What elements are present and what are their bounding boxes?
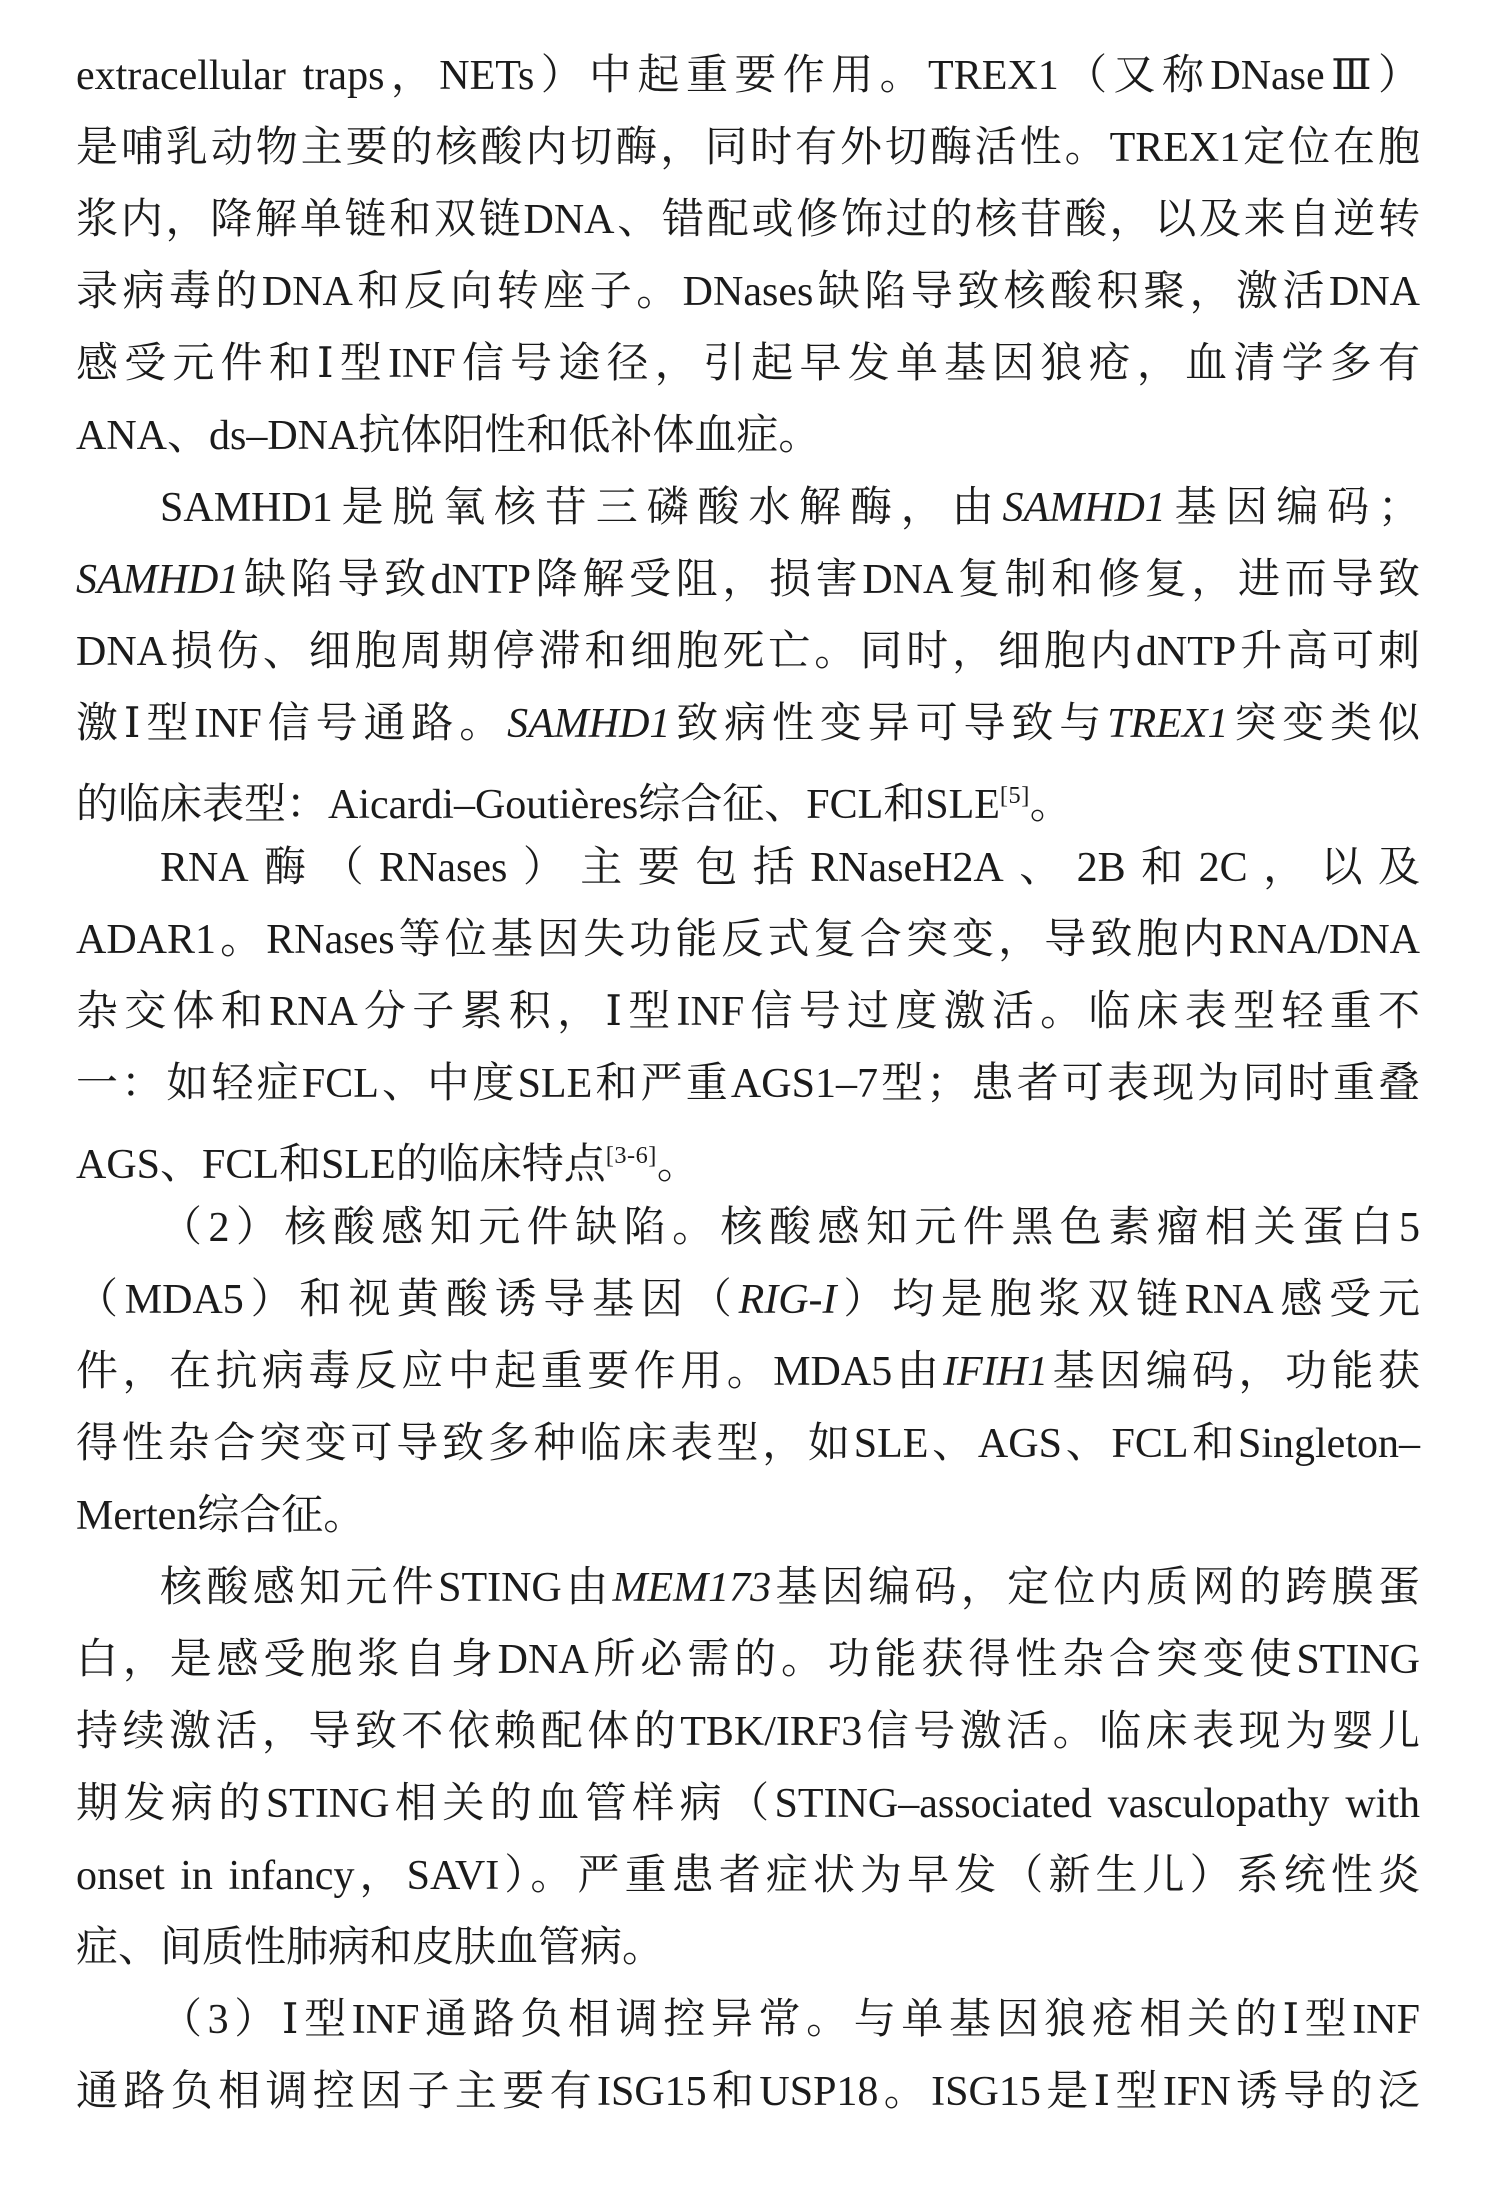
text-line-26 xyxy=(76,1840,1420,1912)
text-segment: ANA、ds–DNA抗体阳性和低补体血症。 xyxy=(76,413,821,459)
gene-name-italic: TREX1 xyxy=(1107,701,1229,747)
text-segment: 得性杂合突变可导致多种临床表型，如SLE、AGS、FCL和Singleton– xyxy=(76,1421,1420,1467)
text-line-27 xyxy=(76,1912,1420,1984)
text-segment: onset in infancy，SAVI）。严重患者症状为早发（新生儿）系统性炎 xyxy=(76,1853,1420,1899)
gene-name-italic: IFIH1 xyxy=(943,1349,1049,1395)
gene-name-italic: MEM173 xyxy=(612,1565,772,1611)
text-segment: 浆内，降解单链和双链DNA、错配或修饰过的核苷酸，以及来自逆转 xyxy=(76,197,1420,243)
text-segment: 一：如轻症FCL、中度SLE和严重AGS1–7型；患者可表现为同时重叠 xyxy=(76,1061,1420,1107)
text-line-24 xyxy=(76,1696,1420,1768)
text-segment: 感受元件和Ⅰ型INF信号途径，引起早发单基因狼疮，血清学多有 xyxy=(76,341,1420,387)
text-segment: 通路负相调控因子主要有ISG15和USP18。ISG15是Ⅰ型IFN诱导的泛 xyxy=(76,2069,1420,2115)
text-segment: 。 xyxy=(1029,782,1072,829)
text-line-16 xyxy=(76,1120,1420,1192)
text-segment: 突变类似 xyxy=(1228,701,1420,747)
text-line-9 xyxy=(76,616,1420,688)
text-line-28 xyxy=(76,1984,1420,2056)
gene-name-italic: SAMHD1 xyxy=(76,557,240,603)
text-line-3 xyxy=(76,184,1420,256)
text-segment: SAMHD1是脱氧核苷三磷酸水解酶，由 xyxy=(160,485,1003,531)
text-line-25 xyxy=(76,1768,1420,1840)
text-segment: 基因编码，定位内质网的跨膜蛋 xyxy=(771,1565,1420,1611)
text-segment: 症、间质性肺病和皮肤血管病。 xyxy=(76,1925,665,1971)
text-segment: 期发病的STING相关的血管样病（STING–associated vasculopathy with xyxy=(76,1781,1420,1827)
text-segment: 白，是感受胞浆自身DNA所必需的。功能获得性杂合突变使STING xyxy=(76,1637,1420,1683)
text-line-20 xyxy=(76,1408,1420,1480)
text-line-10 xyxy=(76,688,1420,760)
text-line-13 xyxy=(76,904,1420,976)
text-line-8 xyxy=(76,544,1420,616)
text-segment: （3）Ⅰ型INF通路负相调控异常。与单基因狼疮相关的Ⅰ型INF xyxy=(160,1997,1420,2043)
text-line-14 xyxy=(76,976,1420,1048)
text-line-5 xyxy=(76,328,1420,400)
text-segment: 基因编码； xyxy=(1165,485,1420,531)
text-segment: 核酸感知元件STING由 xyxy=(160,1565,613,1611)
text-line-22 xyxy=(76,1552,1420,1624)
body-text xyxy=(76,40,1420,2128)
text-segment: 件，在抗病毒反应中起重要作用。MDA5由 xyxy=(76,1349,944,1395)
text-line-18 xyxy=(76,1264,1420,1336)
gene-name-italic: RIG-I xyxy=(738,1277,837,1323)
text-line-15 xyxy=(76,1048,1420,1120)
text-segment: 的临床表型：Aicardi–Goutières综合征、FCL和SLE xyxy=(76,782,1000,829)
text-segment: 激Ⅰ型INF信号通路。 xyxy=(76,701,508,747)
text-line-6 xyxy=(76,400,1420,472)
text-segment: 是哺乳动物主要的核酸内切酶，同时有外切酶活性。TREX1定位在胞 xyxy=(76,125,1420,171)
text-line-4 xyxy=(76,256,1420,328)
gene-name-italic: SAMHD1 xyxy=(1002,485,1166,531)
text-segment: 缺陷导致dNTP降解受阻，损害DNA复制和修复，进而导致 xyxy=(239,557,1420,603)
text-line-2 xyxy=(76,112,1420,184)
text-segment: 致病性变异可导致与 xyxy=(670,701,1108,747)
text-segment: 录病毒的DNA和反向转座子。DNases缺陷导致核酸积聚，激活DNA xyxy=(76,269,1420,315)
text-segment: 持续激活，导致不依赖配体的TBK/IRF3信号激活。临床表现为婴儿 xyxy=(76,1709,1420,1755)
text-segment: Merten综合征。 xyxy=(76,1493,366,1539)
text-segment: 基因编码，功能获 xyxy=(1048,1349,1420,1395)
text-segment: extracellular traps，NETs）中起重要作用。TREX1（又称DNaseⅢ） xyxy=(76,53,1420,99)
citation-superscript: [5] xyxy=(999,782,1030,809)
text-segment: ）均是胞浆双链RNA感受元 xyxy=(836,1277,1420,1323)
text-line-17 xyxy=(76,1192,1420,1264)
text-line-12 xyxy=(76,832,1420,904)
text-segment: （MDA5）和视黄酸诱导基因（ xyxy=(76,1277,739,1323)
text-segment: AGS、FCL和SLE的临床特点 xyxy=(76,1142,606,1189)
text-segment: 。 xyxy=(656,1142,699,1189)
gene-name-italic: SAMHD1 xyxy=(507,701,671,747)
text-line-23 xyxy=(76,1624,1420,1696)
citation-superscript: [3-6] xyxy=(605,1142,657,1169)
text-line-19 xyxy=(76,1336,1420,1408)
text-line-11 xyxy=(76,760,1420,832)
text-segment: DNA损伤、细胞周期停滞和细胞死亡。同时，细胞内dNTP升高可刺 xyxy=(76,629,1420,675)
text-segment: RNA酶（RNases）主要包括RNaseH2A、2B和2C，以及 xyxy=(160,845,1420,891)
text-line-29 xyxy=(76,2056,1420,2128)
text-segment: ADAR1。RNases等位基因失功能反式复合突变，导致胞内RNA/DNA xyxy=(76,917,1420,963)
text-segment: （2）核酸感知元件缺陷。核酸感知元件黑色素瘤相关蛋白5 xyxy=(160,1205,1420,1251)
text-line-1 xyxy=(76,40,1420,112)
text-segment: 杂交体和RNA分子累积，Ⅰ型INF信号过度激活。临床表型轻重不 xyxy=(76,989,1420,1035)
text-line-21 xyxy=(76,1480,1420,1552)
text-line-7 xyxy=(76,472,1420,544)
